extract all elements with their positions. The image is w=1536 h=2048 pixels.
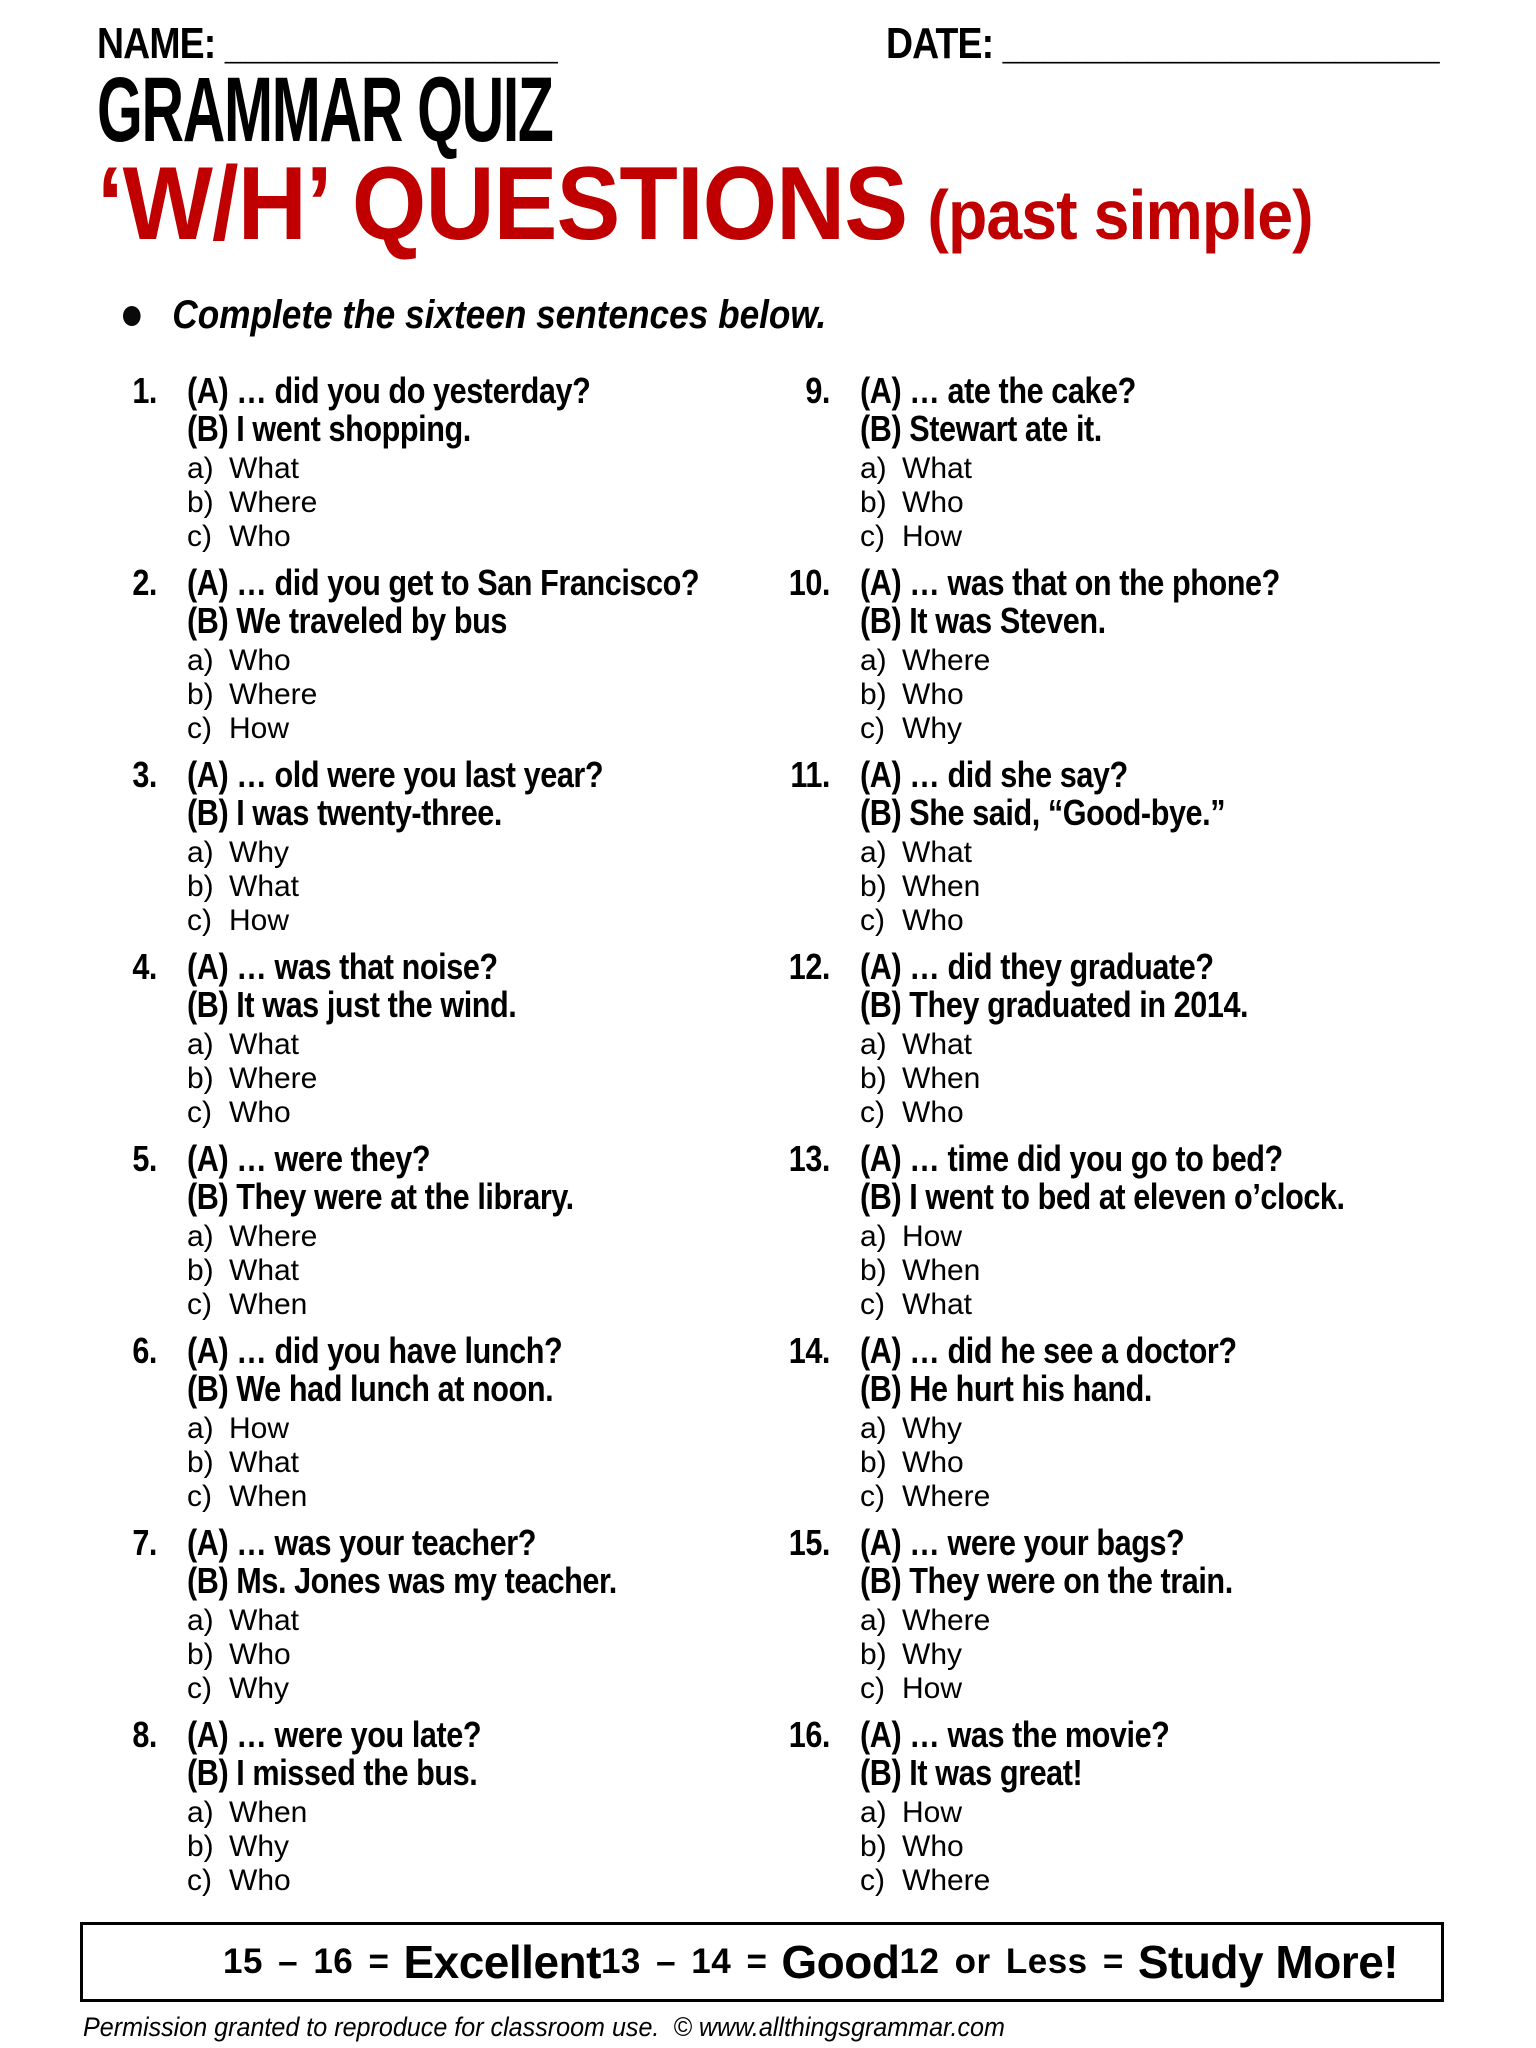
answer-option: a) What — [860, 836, 973, 869]
question-number: 4. — [132, 946, 157, 987]
answer-option: c) How — [187, 712, 290, 745]
question-number: 11. — [790, 754, 830, 795]
answer-option: c) Who — [860, 1096, 964, 1129]
question-11 — [770, 756, 1536, 938]
question-prompt: (A) … was the movie? — [860, 1714, 1170, 1755]
subtitle-main: ‘W/H’ QUESTIONS — [97, 146, 908, 262]
page-title: GRAMMAR QUIZ — [97, 59, 553, 161]
answer-option: a) How — [860, 1796, 963, 1829]
score-item-excellent: 15 – 16 = Excellent — [223, 1936, 601, 1988]
instruction-text: Complete the sixteen sentences below. — [172, 293, 827, 337]
answer-option: c) How — [860, 520, 963, 553]
question-prompt: (A) … did they graduate? — [860, 946, 1214, 987]
question-14 — [770, 1332, 1536, 1514]
question-prompt: (A) … was that on the phone? — [860, 562, 1280, 603]
question-1 — [97, 372, 770, 554]
answer-option: b) When — [860, 870, 981, 903]
question-number: 10. — [788, 562, 830, 603]
answer-option: c) Where — [860, 1864, 991, 1897]
question-number: 7. — [132, 1522, 157, 1563]
answer-option: a) When — [187, 1796, 308, 1829]
question-number: 5. — [132, 1138, 157, 1179]
question-2 — [97, 564, 770, 746]
answer-option: b) Where — [187, 486, 318, 519]
question-number: 16. — [788, 1714, 830, 1755]
answer-option: c) Where — [860, 1480, 991, 1513]
question-5 — [97, 1140, 770, 1322]
answer-option: a) Why — [187, 836, 289, 869]
date-label: DATE: — [886, 19, 994, 68]
question-prompt: (A) … did you have lunch? — [187, 1330, 563, 1371]
answer-option: c) When — [187, 1288, 308, 1321]
answer-option: c) When — [187, 1480, 308, 1513]
question-10 — [770, 564, 1536, 746]
date-blank-line: _____________________ — [1002, 19, 1440, 68]
question-4 — [97, 948, 770, 1130]
question-number: 6. — [132, 1330, 157, 1371]
question-number: 3. — [132, 754, 157, 795]
answer-option: a) What — [187, 1028, 300, 1061]
question-answer: (B) Stewart ate it. — [860, 408, 1102, 449]
answer-option: c) How — [187, 904, 290, 937]
question-prompt: (A) … were your bags? — [860, 1522, 1185, 1563]
question-prompt: (A) … did she say? — [860, 754, 1128, 795]
answer-option: b) When — [860, 1062, 981, 1095]
question-6 — [97, 1332, 770, 1514]
question-prompt: (A) … did you get to San Francisco? — [187, 562, 700, 603]
answer-option: b) What — [187, 870, 300, 903]
question-number: 8. — [132, 1714, 157, 1755]
name-label: NAME: — [97, 19, 216, 68]
answer-option: a) What — [860, 452, 973, 485]
question-number: 14. — [788, 1330, 830, 1371]
answer-option: a) What — [860, 1028, 973, 1061]
question-answer: (B) She said, “Good-bye.” — [860, 792, 1226, 833]
subtitle-note: (past simple) — [927, 176, 1313, 254]
date-field — [886, 19, 1440, 68]
question-answer: (B) They graduated in 2014. — [860, 984, 1249, 1025]
question-prompt: (A) … old were you last year? — [187, 754, 604, 795]
question-number: 15. — [788, 1522, 830, 1563]
questions-grid — [97, 372, 1536, 1908]
answer-option: b) When — [860, 1254, 981, 1287]
footer-permission-note: Permission granted to reproduce for classroom use. © www.allthingsgrammar.com — [83, 2012, 1005, 2042]
answer-option: b) Where — [187, 678, 318, 711]
question-prompt: (A) … time did you go to bed? — [860, 1138, 1283, 1179]
answer-option: a) How — [187, 1412, 290, 1445]
question-prompt: (A) … did you do yesterday? — [187, 370, 591, 411]
question-prompt: (A) … were you late? — [187, 1714, 482, 1755]
question-12 — [770, 948, 1536, 1130]
bullet-icon — [123, 306, 141, 326]
answer-option: c) How — [860, 1672, 963, 1705]
answer-option: c) What — [860, 1288, 973, 1321]
answer-option: c) Who — [187, 1096, 291, 1129]
answer-option: b) Who — [860, 1446, 964, 1479]
question-answer: (B) I went shopping. — [187, 408, 471, 449]
score-item-study-more: 12 or Less = Study More! — [899, 1936, 1399, 1988]
question-answer: (B) They were on the train. — [860, 1560, 1233, 1601]
answer-option: b) What — [187, 1446, 300, 1479]
answer-option: c) Why — [860, 712, 962, 745]
answer-option: a) Where — [187, 1220, 318, 1253]
question-prompt: (A) … ate the cake? — [860, 370, 1136, 411]
answer-option: c) Who — [187, 1864, 291, 1897]
answer-option: a) What — [187, 1604, 300, 1637]
question-prompt: (A) … were they? — [187, 1138, 431, 1179]
question-answer: (B) We had lunch at noon. — [187, 1368, 554, 1409]
answer-option: c) Who — [860, 904, 964, 937]
answer-option: a) What — [187, 452, 300, 485]
question-answer: (B) They were at the library. — [187, 1176, 574, 1217]
questions-column-right — [770, 372, 1536, 1908]
page-subtitle — [97, 146, 1313, 262]
question-15 — [770, 1524, 1536, 1706]
answer-option: b) Who — [860, 486, 964, 519]
question-answer: (B) I went to bed at eleven o’clock. — [860, 1176, 1345, 1217]
answer-option: b) Where — [187, 1062, 318, 1095]
question-prompt: (A) … was that noise? — [187, 946, 498, 987]
question-9 — [770, 372, 1536, 554]
name-blank-line: ________________ — [224, 19, 558, 68]
question-answer: (B) I missed the bus. — [187, 1752, 478, 1793]
question-number: 13. — [788, 1138, 830, 1179]
question-16 — [770, 1716, 1536, 1898]
answer-option: a) Where — [860, 644, 991, 677]
answer-option: b) Who — [860, 678, 964, 711]
question-prompt: (A) … did he see a doctor? — [860, 1330, 1237, 1371]
question-answer: (B) It was great! — [860, 1752, 1083, 1793]
question-13 — [770, 1140, 1536, 1322]
answer-option: c) Why — [187, 1672, 289, 1705]
question-answer: (B) It was just the wind. — [187, 984, 517, 1025]
question-prompt: (A) … was your teacher? — [187, 1522, 537, 1563]
score-item-good: 13 – 14 = Good — [600, 1936, 900, 1988]
answer-option: b) Who — [187, 1638, 291, 1671]
question-answer: (B) He hurt his hand. — [860, 1368, 1152, 1409]
questions-column-left — [97, 372, 770, 1908]
question-number: 2. — [132, 562, 157, 603]
question-number: 1. — [132, 370, 157, 411]
answer-option: b) What — [187, 1254, 300, 1287]
answer-option: a) How — [860, 1220, 963, 1253]
answer-option: b) Why — [187, 1830, 289, 1863]
question-number: 12. — [788, 946, 830, 987]
question-answer: (B) Ms. Jones was my teacher. — [187, 1560, 617, 1601]
answer-option: a) Where — [860, 1604, 991, 1637]
question-answer: (B) It was Steven. — [860, 600, 1106, 641]
question-answer: (B) I was twenty-three. — [187, 792, 502, 833]
answer-option: a) Why — [860, 1412, 962, 1445]
answer-option: b) Why — [860, 1638, 962, 1671]
score-legend-box — [80, 1922, 1444, 2002]
instruction-line — [123, 293, 826, 337]
question-answer: (B) We traveled by bus — [187, 600, 507, 641]
question-7 — [97, 1524, 770, 1706]
question-3 — [97, 756, 770, 938]
question-number: 9. — [805, 370, 830, 411]
question-8 — [97, 1716, 770, 1898]
answer-option: a) Who — [187, 644, 291, 677]
answer-option: b) Who — [860, 1830, 964, 1863]
answer-option: c) Who — [187, 520, 291, 553]
